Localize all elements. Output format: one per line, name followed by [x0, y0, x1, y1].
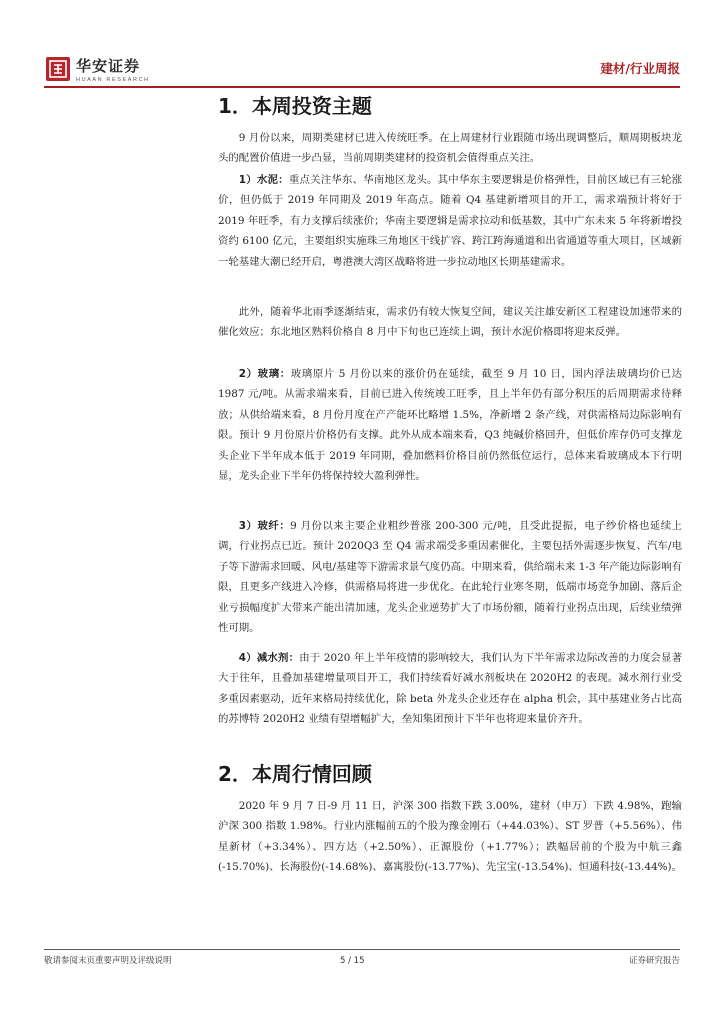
footer-disclaimer: 敬请参阅末页重要声明及评级说明 [44, 956, 172, 966]
paragraph-lead: 2）玻璃： [238, 368, 291, 380]
company-name-en: HUAAN RESEARCH [76, 77, 150, 83]
paragraph-lead: 1）水泥： [238, 174, 289, 186]
paragraph-cement-north [218, 302, 682, 343]
paragraph-lead: 3）玻纤： [238, 520, 291, 532]
paragraph-market-review [218, 796, 682, 878]
paragraph-intro [218, 128, 682, 169]
section-title-2: 2．本周行情回顾 [218, 762, 372, 786]
page-header [0, 0, 724, 92]
paragraph-text: 9 月份以来主要企业粗纱普涨 200-300 元/吨，且受此提振，电子纱价格也延续上调，行业拐点已近。预计 2020Q3 至 Q4 需求端受多重因素催化，主要包括外需逐步恢复、汽车/电子等下游需求回暖、风电/基建等下游需求景气度仍高。中期来看，供给端未来 1-3 年产能边际影响有限，且更多产线进入冷修，供需格局将进一步优化。在此轮行业寒冬期，低端市场竞争加剧、落后企业亏损幅度扩大带来产能出清加速，龙头企业逆势扩大了市场份额，随着行业拐点出现，后续业绩弹性可期。 [218, 520, 682, 635]
section-title-1: 1．本周投资主题 [218, 94, 372, 118]
paragraph-text: 2020 年 9 月 7 日-9 月 11 日，沪深 300 指数下跌 3.00%，建材（申万）下跌 4.98%，跑输沪深 300 指数 1.98%。行业内涨幅前五的个股为豫金刚石（+44.03%）、ST 罗普（+5.56%）、伟星新材（+3.34%）、四方达（+2.50%）、正源股份（+1.77%）；跌幅居前的个股为中航三鑫(-15.70%)、长海股份(-14.68%)、嘉寓股份(-13.77%)、先宝宝(-13.54%)、恒通科技(-13.44%)。 [218, 800, 682, 874]
paragraph-fiberglass [218, 516, 682, 638]
header-divider [44, 86, 680, 88]
huaan-logo-icon [46, 57, 70, 81]
footer-report-label: 证券研究报告 [628, 956, 680, 966]
company-name: 华安证券 [76, 57, 141, 75]
paragraph-water-reducer [218, 648, 682, 730]
footer-divider [44, 949, 680, 950]
paragraph-text: 重点关注华东、华南地区龙头。其中华东主要逻辑是价格弹性，目前区域已有三轮涨价，但仍低于 2019 年同期及 2019 年高点。随着 Q4 基建新增项目的开工，需求端预计将好于 2019 年旺季，有力支撑后续涨价；华南主要逻辑是需求拉动和低基数，其中广东未来 5 年将新增投资约 6100 亿元，主要组织实施珠三角地区干线扩容、跨江跨海通道和出省通道等重大项目，区域新一轮基建大潮已经开启，粤港澳大湾区战略将进一步拉动地区长期基建需求。 [218, 174, 683, 268]
paragraph-cement [218, 170, 682, 272]
page-number: 5 / 15 [340, 956, 365, 966]
paragraph-glass [218, 364, 682, 486]
paragraph-text: 由于 2020 年上半年疫情的影响较大，我们认为下半年需求边际改善的力度会显著大于往年，且叠加基建增量项目开工，我们持续看好减水剂板块在 2020H2 的表现。减水剂行业受多重因素驱动，近年来格局持续优化，除 beta 外龙头企业还存在 alpha 机会，其中基建业务占比高的苏博特 2020H2 业绩有望增幅扩大，垒知集团预计下半年也将迎来量价齐升。 [218, 652, 683, 726]
report-type-label: 建材/行业周报 [600, 61, 680, 76]
paragraph-lead: 4）减水剂： [238, 652, 300, 664]
paragraph-text: 此外，随着华北雨季逐渐结束，需求仍有较大恢复空间，建议关注雄安新区工程建设加速带来的催化效应；东北地区熟料价格自 8 月中下旬也已连续上调，预计水泥价格即将迎来反弹。 [218, 306, 682, 339]
paragraph-text: 9 月份以来，周期类建材已进入传统旺季。在上周建材行业跟随市场出现调整后，顺周期板块龙头的配置价值进一步凸显，当前周期类建材的投资机会值得重点关注。 [218, 132, 682, 165]
paragraph-text: 玻璃原片 5 月份以来的涨价仍在延续，截至 9 月 10 日，国内浮法玻璃均价已达 1987 元/吨。从需求端来看，目前已进入传统竣工旺季，且上半年仍有部分积压的后周期需求待释放；从供给端来看，8 月份月度在产产能环比略增 1.5%，净新增 2 条产线，对供需格局边际影响有限。预计 9 月份原片价格仍有支撑。此外从成本端来看，Q3 纯碱价格回升，但低价库存仍可支撑龙头企业下半年成本低于 2019 年同期，叠加燃料价格目前仍然低位运行，总体来看玻璃成本下行明显，龙头企业下半年仍将保持较大盈利弹性。 [218, 368, 682, 483]
